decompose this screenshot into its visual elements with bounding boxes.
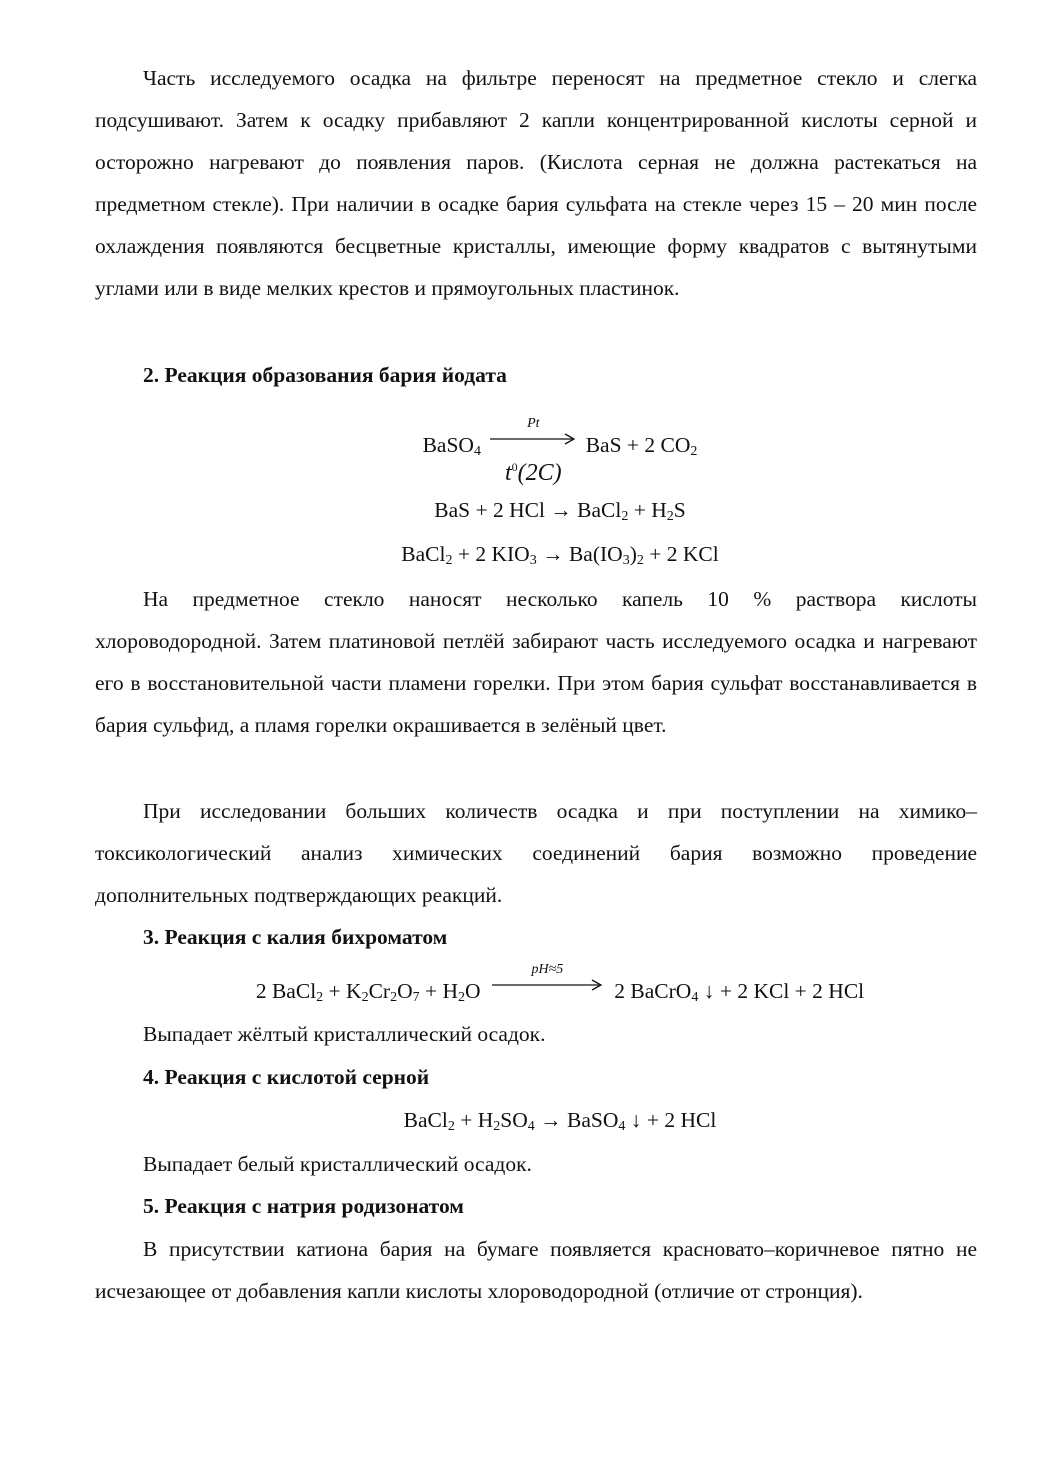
arrow-condition-bottom: $t^0(2C)$ [504,460,562,487]
heading-sulfuric-acid-reaction: 4. Реакция с кислотой серной [143,1065,430,1089]
paragraph-additional-reactions: При исследовании больших количеств осадка и при поступлении на химико–токсикологический анализ химических соединений бария возможно проведение дополнительных подтверждающих реакций. [95,799,977,907]
line-yellow-precipitate: Выпадает жёлтый кристаллический осадок. [143,1022,546,1046]
heading-dichromate-reaction: 3. Реакция с калия бихроматом [143,925,448,949]
reaction-arrow [488,416,578,487]
arrow-right-icon [488,429,578,449]
arrow-condition-top: pH≈5 [531,962,564,978]
equation-baso4-reduction: BaSO$_4$ Pt $t^0(2C)$ BaS + 2 $CO_2$ [422,416,698,487]
paragraph-rhodizonate: В присутствии катиона бария на бумаге появляется красновато–коричневое пятно не исчезающее от добавления капли кислоты хлороводородной (отличие от стронция). [95,1237,977,1303]
paragraph-sulfate-crystals: Часть исследуемого осадка на фильтре переносят на предметное стекло и слегка подсушивают. Затем к осадку прибавляют 2 капли концентрированной кислоты серной и осторожно нагревают до появления паров. (Кислота серная не должна растекаться на предметном стекле). При наличии в осадке бария сульфата на стекле через 15 – 20 мин после охлаждения появляются бесцветные кристаллы, имеющие форму квадратов с вытянутыми углами или в виде мелких крестов и прямоугольных пластинок. [95,66,977,300]
heading-rhodizonate-reaction: 5. Реакция с натрия родизонатом [143,1194,464,1218]
line-white-precipitate: Выпадает белый кристаллический осадок. [143,1152,532,1176]
paragraph-flame-test: На предметное стекло наносят несколько капель 10 % раствора кислоты хлороводородной. Затем платиновой петлёй забирают часть исследуемого осадка и нагревают его в восстановительной части пламени горелки. При этом бария сульфат восстанавливается в бария сульфид, а пламя горелки окрашивается в зелёный цвет. [95,587,977,737]
equation-bas-hcl: BaS + 2 HCl → BaCl$_2$ + $H_2S$ [434,498,686,524]
heading-iodate-reaction: 2. Реакция образования бария йодата [143,363,507,387]
equation-bacl2-kio3: BaCl$_2$ + 2 $KIO_3 \to Ba(IO_3)_2 + 2$ KCl [401,542,719,568]
arrow-right-icon [490,975,605,995]
reaction-arrow [490,962,605,1003]
equation-sulfuric-acid: BaCl$_2$ + $H_2SO_4$ → BaSO$_4$ ↓ + 2 HCl [403,1108,717,1134]
equation-dichromate: 2 BaCl$_2$ + $K_2Cr_2O_7 + H_2O$ pH≈5 2 BaCrO$_4$ ↓ + 2 KCl + 2 HCl [255,962,865,1005]
arrow-condition-top: Pt [527,416,540,432]
